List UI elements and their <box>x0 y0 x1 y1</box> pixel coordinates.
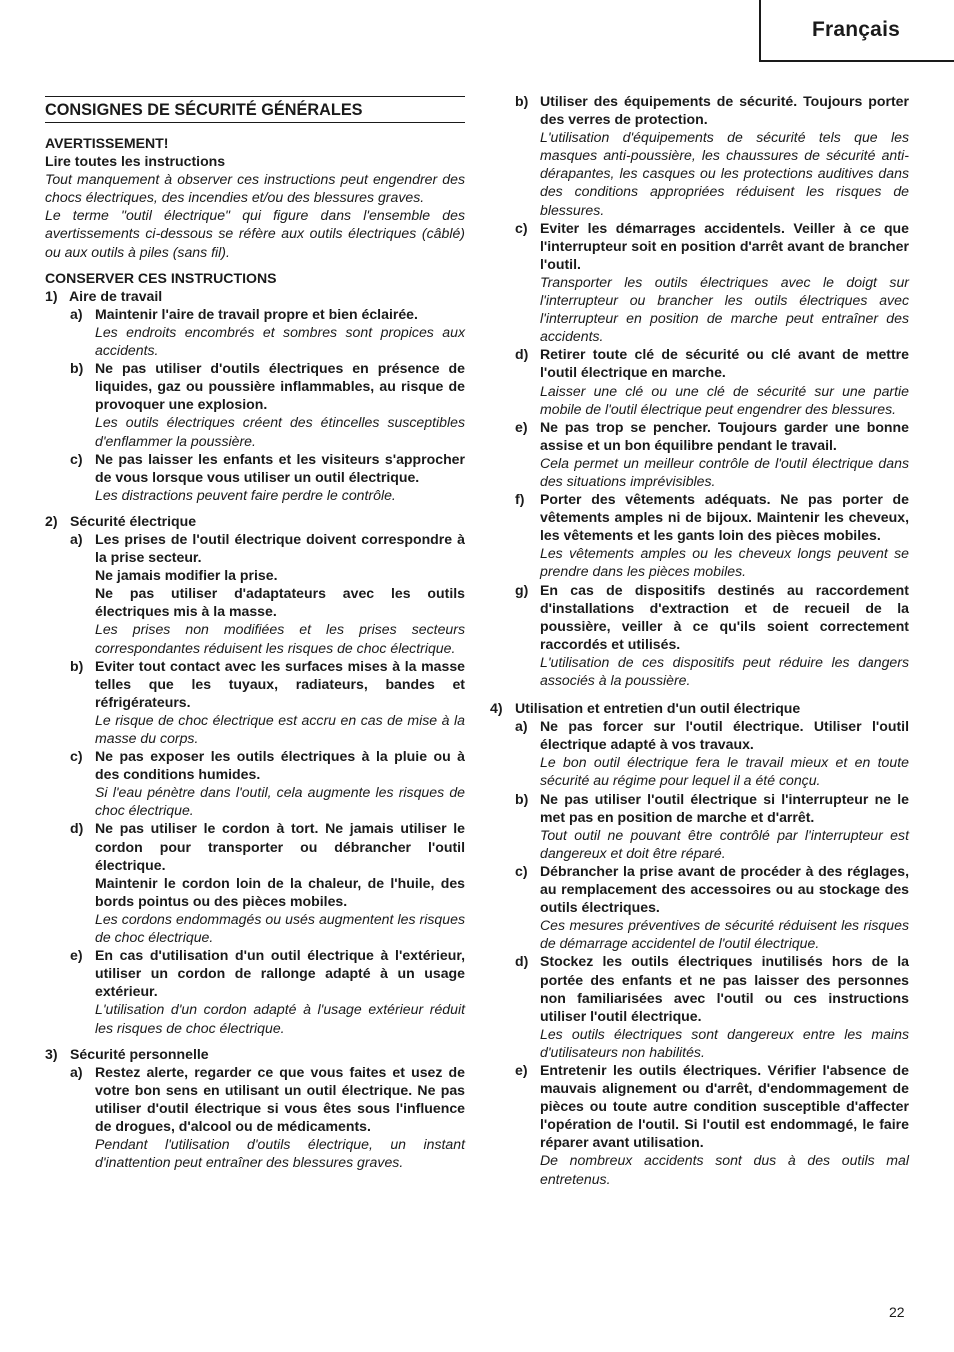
list-item <box>515 717 909 789</box>
list-item <box>70 305 465 359</box>
item-explanation: Si l'eau pénètre dans l'outil, cela augmente les risques de choc électrique. <box>95 784 465 819</box>
list-item <box>70 747 465 819</box>
section-heading-text: Utilisation et entretien d'un outil électrique <box>515 700 801 717</box>
section-number: 2) <box>45 512 58 529</box>
item-explanation: Les outils électriques créent des étincelles susceptibles d'enflammer la poussière. <box>95 414 465 449</box>
list-item <box>515 790 909 862</box>
section-4-heading <box>490 699 909 717</box>
list-item <box>70 1063 465 1172</box>
list-item <box>515 345 909 417</box>
item-label: d) <box>515 346 529 363</box>
item-instruction: Utiliser des équipements de sécurité. Toujours porter des verres de protection. <box>540 93 909 128</box>
list-item <box>70 530 465 657</box>
item-instruction: Porter des vêtements adéquats. Ne pas porter de vêtements amples ni de bijoux. Maintenir les cheveux, les vêtements et les gants loin des pièces mobiles. <box>540 491 909 544</box>
item-label: a) <box>515 718 528 735</box>
list-item <box>515 581 909 690</box>
item-label: e) <box>70 947 83 964</box>
keep-instructions-label: CONSERVER CES INSTRUCTIONS <box>45 269 277 286</box>
item-instruction: Ne jamais modifier la prise. <box>95 567 278 584</box>
section-2-heading <box>45 512 465 530</box>
item-explanation: Laisser une clé ou une clé de sécurité sur une partie mobile de l'outil électrique peut engendrer des blessures. <box>540 382 909 417</box>
list-item <box>515 418 909 490</box>
item-instruction: Ne pas utiliser d'outils électriques en présence de liquides, gaz ou poussière inflammables, au risque de provoquer une explosion. <box>95 360 465 413</box>
section-heading-text: Sécurité électrique <box>70 512 197 529</box>
item-label: a) <box>70 530 83 547</box>
item-label: f) <box>515 491 525 508</box>
list-item <box>70 946 465 1036</box>
item-label: e) <box>515 418 528 435</box>
item-instruction: Eviter tout contact avec les surfaces mises à la masse telles que les tuyaux, radiateurs, bandes et réfrigérateurs. <box>95 657 465 710</box>
section-number: 3) <box>45 1045 58 1062</box>
item-label: b) <box>515 790 529 807</box>
section-number: 1) <box>45 287 58 304</box>
list-item <box>515 952 909 1061</box>
item-instruction: Eviter les démarrages accidentels. Veiller à ce que l'interrupteur soit en position d'arrêt avant de brancher l'outil. <box>540 219 909 272</box>
item-instruction: Restez alerte, regarder ce que vous faites et usez de votre bon sens en utilisant un outil électrique. Ne pas utiliser d'outil électrique si vous êtes sous l'influence de drogues, d'alcool ou de médicaments. <box>95 1063 465 1134</box>
item-explanation: De nombreux accidents sont dus à des outils mal entretenus. <box>540 1152 909 1187</box>
item-explanation: Le bon outil électrique fera le travail mieux et en toute sécurité au régime pour lequel il a été conçu. <box>540 754 909 789</box>
item-instruction: Ne pas trop se pencher. Toujours garder une bonne assise et un bon équilibre pendant le travail. <box>540 418 909 453</box>
item-instruction: Ne pas utiliser le cordon à tort. Ne jamais utiliser le cordon pour transporter ou débrancher l'outil électrique. <box>95 820 465 873</box>
item-instruction: Débrancher la prise avant de procéder à des réglages, au remplacement des accessoires ou au stockage des outils électriques. <box>540 862 909 916</box>
item-label: c) <box>70 748 83 765</box>
item-instruction: Ne pas utiliser l'outil électrique si l'interrupteur ne le met pas en position de marche et d'arrêt. <box>540 790 909 825</box>
list-item <box>515 92 909 219</box>
page-number: 22 <box>889 1304 905 1320</box>
section-1-heading <box>45 287 465 305</box>
list-item <box>70 657 465 747</box>
item-label: b) <box>70 657 84 674</box>
item-label: g) <box>515 581 529 598</box>
item-instruction: Maintenir l'aire de travail propre et bien éclairée. <box>95 305 418 322</box>
item-instruction: En cas de dispositifs destinés au raccordement d'installations d'extraction et de recueil de la poussière, veiller à ce qu'ils soient correctement raccordés et utilisés. <box>540 581 909 652</box>
item-explanation: L'utilisation de ces dispositifs peut réduire les dangers associés à la poussière. <box>540 653 909 688</box>
list-item <box>70 819 465 946</box>
item-label: c) <box>70 450 83 467</box>
right-column <box>490 92 909 1188</box>
warning-label: AVERTISSEMENT! <box>45 135 169 151</box>
item-explanation: L'utilisation d'équipements de sécurité tels que les masques anti-poussière, les chaussures de sécurité anti-dérapantes, les casques ou les protections auditives dans des conditions appropriées réduisent les risques de blessures. <box>540 129 909 218</box>
item-instruction: Stockez les outils électriques inutilisés hors de la portée des enfants et ne pas laisser des personnes non familiarisées avec l'outil ou ces instructions utiliser l'outil électrique. <box>540 953 909 1024</box>
item-explanation: Transporter les outils électriques avec le doigt sur l'interrupteur ou brancher les outils électriques avec l'interrupteur en position de marche peut entraîner des accidents. <box>540 273 909 345</box>
item-explanation: Les distractions peuvent faire perdre le contrôle. <box>95 486 396 503</box>
item-instruction: Ne pas utiliser d'adaptateurs avec les outils électriques mis à la masse. <box>95 585 465 620</box>
item-label: b) <box>515 93 529 109</box>
list-item <box>515 219 909 346</box>
item-explanation: Ces mesures préventives de sécurité réduisent les risques de démarrage accidentel de l'outil électrique. <box>540 917 909 952</box>
item-label: c) <box>515 219 528 236</box>
item-label: a) <box>70 305 83 322</box>
intro-paragraph-2: Le terme "outil électrique" qui figure dans l'ensemble des avertissements ci-dessous se réfère aux outils électriques (câblé) ou aux outils à piles (sans fil). <box>45 207 465 260</box>
item-explanation: Pendant l'utilisation d'outils électrique, un instant d'inattention peut entraîner des blessures graves. <box>95 1136 465 1171</box>
item-explanation: Les outils électriques sont dangereux entre les mains d'utilisateurs non habilités. <box>540 1025 909 1060</box>
list-item <box>70 450 465 504</box>
item-instruction: Ne pas laisser les enfants et les visiteurs s'approcher de vous lorsque vous utiliser un outil électrique. <box>95 450 465 485</box>
list-item <box>515 490 909 580</box>
item-explanation: Les endroits encombrés et sombres sont propices aux accidents. <box>95 323 465 359</box>
section-heading-text: Sécurité personnelle <box>70 1045 209 1062</box>
item-explanation: Les vêtements amples ou les cheveux longs peuvent se prendre dans les pièces mobiles. <box>540 545 909 580</box>
section-title: CONSIGNES DE SÉCURITÉ GÉNÉRALES <box>45 96 465 123</box>
item-label: c) <box>515 862 528 879</box>
item-label: d) <box>515 953 529 970</box>
language-label: Français <box>812 18 900 41</box>
item-instruction: Ne pas exposer les outils électriques à la pluie ou à des conditions humides. <box>95 748 465 783</box>
item-explanation: Tout outil ne pouvant être contrôlé par l'interrupteur est dangereux et doit être réparé. <box>540 826 909 861</box>
item-label: e) <box>515 1061 528 1078</box>
item-label: a) <box>70 1063 83 1080</box>
item-explanation: L'utilisation d'un cordon adapté à l'usage extérieur réduit les risques de choc électrique. <box>95 1001 465 1036</box>
list-item <box>70 359 465 449</box>
item-instruction: En cas d'utilisation d'un outil électrique à l'extérieur, utiliser un cordon de rallonge adapté à un usage extérieur. <box>95 947 465 1000</box>
item-label: d) <box>70 820 84 837</box>
intro-paragraph-1: Tout manquement à observer ces instructions peut engendrer des chocs électriques, des incendies et/ou des blessures graves. <box>45 171 465 206</box>
item-instruction: Les prises de l'outil électrique doivent correspondre à la prise secteur. <box>95 530 465 566</box>
left-column <box>45 92 465 1171</box>
language-tab <box>759 0 954 62</box>
item-instruction: Ne pas forcer sur l'outil électrique. Utiliser l'outil électrique adapté à vos travaux. <box>540 718 909 753</box>
item-explanation: Le risque de choc électrique est accru en cas de mise à la masse du corps. <box>95 711 465 746</box>
section-3-heading <box>45 1045 465 1063</box>
item-instruction: Retirer toute clé de sécurité ou clé avant de mettre l'outil électrique en marche. <box>540 346 909 381</box>
item-explanation: Cela permet un meilleur contrôle de l'outil électrique dans des situations imprévisibles. <box>540 454 909 489</box>
read-all-label: Lire toutes les instructions <box>45 153 226 170</box>
item-explanation: Les cordons endommagés ou usés augmentent les risques de choc électrique. <box>95 910 465 946</box>
list-item <box>515 862 909 952</box>
section-heading-text: Aire de travail <box>69 287 163 304</box>
section-number: 4) <box>490 700 503 717</box>
item-instruction: Maintenir le cordon loin de la chaleur, de l'huile, des bords pointus ou des pièces mobiles. <box>95 874 465 909</box>
item-explanation: Les prises non modifiées et les prises secteurs correspondantes réduisent les risques de choc électrique. <box>95 621 465 656</box>
list-item <box>515 1061 909 1188</box>
item-instruction: Entretenir les outils électriques. Vérifier l'absence de mauvais alignement ou d'arrêt, d'endommagement de pièces ou toute autre condition susceptible d'affecter l'opération de l'outil. Si l'outil est endommagé, le faire réparer avant utilisation. <box>540 1061 909 1151</box>
item-label: b) <box>70 360 84 377</box>
